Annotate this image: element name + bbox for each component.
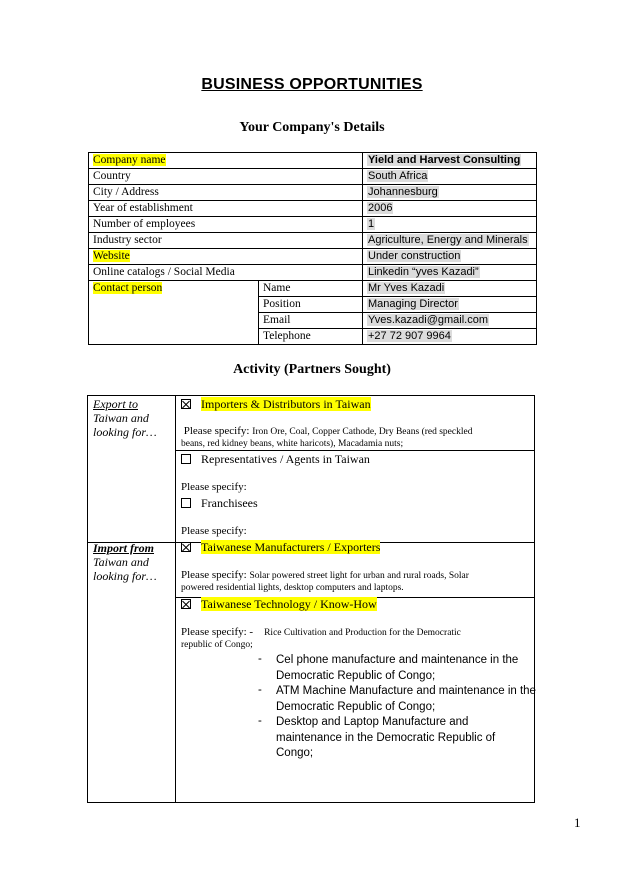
contact-name-value: Mr Yves Kazadi bbox=[368, 282, 445, 294]
table-row bbox=[89, 265, 537, 281]
position-value: Managing Director bbox=[368, 298, 458, 310]
importers-distributors-option[interactable] bbox=[181, 398, 371, 411]
catalogs-label: Online catalogs / Social Media bbox=[89, 265, 363, 281]
page-title: BUSINESS OPPORTUNITIES bbox=[201, 76, 423, 93]
table-row bbox=[89, 201, 537, 217]
catalogs-value: Linkedin “yves Kazadi” bbox=[368, 266, 479, 278]
industry-value: Agriculture, Energy and Minerals bbox=[368, 234, 528, 246]
importers-spec bbox=[181, 425, 531, 450]
company-details-table bbox=[88, 152, 537, 345]
row-divider bbox=[175, 450, 534, 451]
website-label: Website bbox=[93, 250, 130, 262]
representatives-spec: Please specify: bbox=[181, 481, 247, 493]
spec-prefix: Please specify: bbox=[183, 425, 250, 437]
company-name-value: Yield and Harvest Consulting bbox=[368, 154, 521, 166]
spec-line: republic of Congo; bbox=[181, 640, 253, 650]
spec-line: powered residential lights, desktop computers and laptops. bbox=[181, 583, 404, 593]
checkbox-checked-icon[interactable] bbox=[181, 599, 191, 609]
export-label-line2: Taiwan and bbox=[93, 411, 149, 425]
export-label bbox=[93, 397, 157, 439]
details-section-title: Your Company's Details bbox=[239, 120, 385, 135]
spec-line: Solar powered street light for urban and rural roads, Solar bbox=[249, 571, 469, 581]
franchisees-spec: Please specify: bbox=[181, 525, 247, 537]
table-row bbox=[89, 217, 537, 233]
spec-prefix: Please specify: - bbox=[181, 626, 254, 638]
industry-label: Industry sector bbox=[89, 233, 363, 249]
import-label bbox=[93, 541, 157, 583]
spec-line: Rice Cultivation and Production for the Democratic bbox=[264, 628, 461, 638]
column-divider bbox=[175, 396, 176, 802]
year-label: Year of establishment bbox=[89, 201, 363, 217]
city-value: Johannesburg bbox=[368, 186, 438, 198]
bullet-dash: - bbox=[258, 715, 262, 727]
franchisees-label: Franchisees bbox=[201, 496, 258, 510]
telephone-label: Telephone bbox=[259, 329, 363, 345]
taiwanese-manufacturers-label: Taiwanese Manufacturers / Exporters bbox=[201, 540, 381, 554]
table-row bbox=[89, 153, 537, 169]
spec-prefix: Please specify: bbox=[181, 569, 247, 581]
import-label-line3: looking for… bbox=[93, 569, 157, 583]
table-row bbox=[89, 169, 537, 185]
taiwanese-technology-option[interactable] bbox=[181, 598, 377, 611]
table-row bbox=[89, 281, 537, 297]
importers-distributors-label: Importers & Distributors in Taiwan bbox=[201, 397, 371, 411]
country-label: Country bbox=[89, 169, 363, 185]
website-value: Under construction bbox=[368, 250, 461, 262]
bullet-dash: - bbox=[258, 684, 262, 696]
taiwanese-technology-label: Taiwanese Technology / Know-How bbox=[201, 597, 377, 611]
bullet-dash: - bbox=[258, 653, 262, 665]
employees-label: Number of employees bbox=[89, 217, 363, 233]
representatives-agents-option[interactable] bbox=[181, 453, 370, 466]
export-label-line1: Export to bbox=[93, 397, 138, 411]
spec-line: Iron Ore, Coal, Copper Cathode, Dry Beans (red speckled bbox=[252, 427, 473, 437]
table-row bbox=[89, 233, 537, 249]
spec-line: beans, red kidney beans, white haricots), Macadamia nuts; bbox=[181, 439, 404, 449]
bullet-item: Desktop and Laptop Manufacture and maintenance in the Democratic Republic of Congo; bbox=[276, 716, 496, 759]
country-value: South Africa bbox=[368, 170, 428, 182]
checkbox-checked-icon[interactable] bbox=[181, 542, 191, 552]
import-label-line2: Taiwan and bbox=[93, 555, 149, 569]
employees-value: 1 bbox=[368, 218, 375, 230]
import-label-line1: Import from bbox=[93, 541, 155, 555]
checkbox-unchecked-icon[interactable] bbox=[181, 498, 191, 508]
bullet-item: ATM Machine Manufacture and maintenance in the Democratic Republic of Congo; bbox=[276, 685, 536, 713]
activity-table bbox=[87, 395, 535, 803]
technology-spec bbox=[181, 626, 531, 651]
company-name-label: Company name bbox=[93, 154, 166, 166]
position-label: Position bbox=[259, 297, 363, 313]
city-label: City / Address bbox=[89, 185, 363, 201]
taiwanese-manufacturers-option[interactable] bbox=[181, 541, 380, 554]
activity-section-title: Activity (Partners Sought) bbox=[233, 362, 391, 377]
year-value: 2006 bbox=[368, 202, 393, 214]
contact-person-label: Contact person bbox=[93, 282, 163, 294]
table-row bbox=[89, 249, 537, 265]
telephone-value: +27 72 907 9964 bbox=[368, 330, 451, 342]
email-label: Email bbox=[259, 313, 363, 329]
page-number: 1 bbox=[574, 815, 581, 830]
checkbox-unchecked-icon[interactable] bbox=[181, 454, 191, 464]
contact-name-label: Name bbox=[259, 281, 363, 297]
export-label-line3: looking for… bbox=[93, 425, 157, 439]
franchisees-option[interactable] bbox=[181, 497, 258, 510]
representatives-agents-label: Representatives / Agents in Taiwan bbox=[201, 452, 370, 466]
bullet-item: Cel phone manufacture and maintenance in the Democratic Republic of Congo; bbox=[276, 654, 519, 682]
manufacturers-spec bbox=[181, 569, 531, 594]
checkbox-checked-icon[interactable] bbox=[181, 399, 191, 409]
email-value: Yves.kazadi@gmail.com bbox=[368, 314, 488, 326]
table-row bbox=[89, 185, 537, 201]
